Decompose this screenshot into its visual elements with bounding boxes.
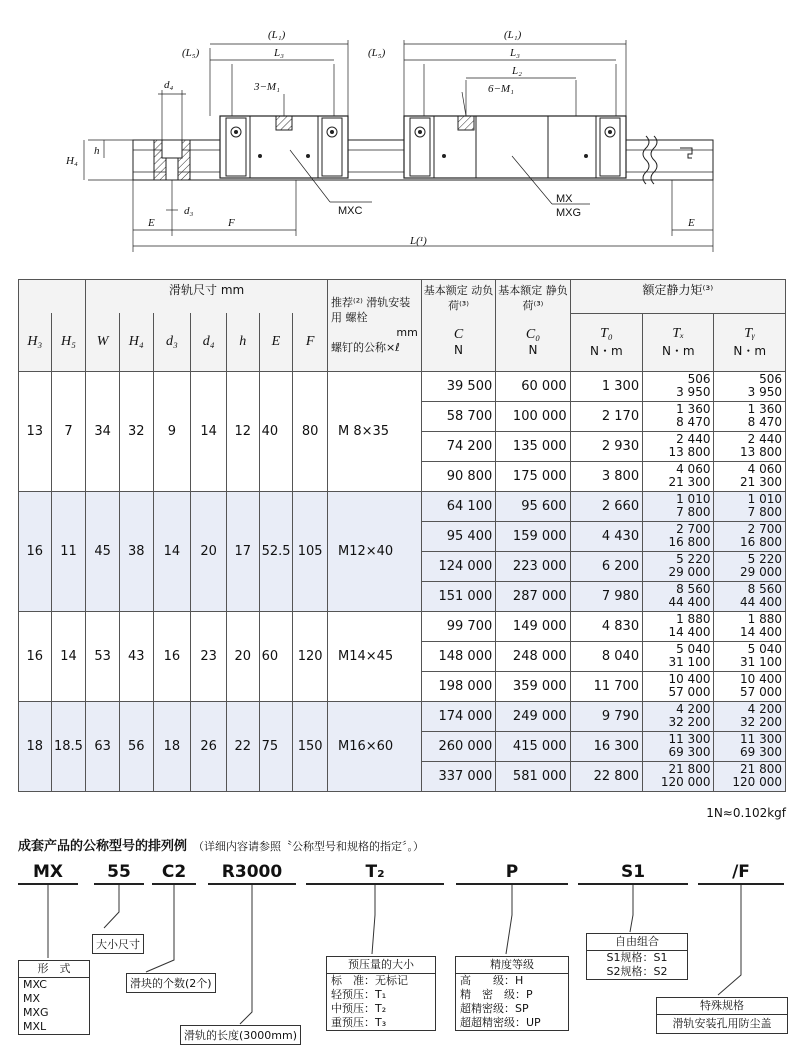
preload-item: 标 准：无标记 bbox=[331, 974, 408, 987]
moment-value: 14 400 bbox=[740, 625, 782, 639]
cell-c: 64 100 bbox=[421, 491, 495, 521]
form-item: MX bbox=[23, 992, 41, 1005]
accuracy-item: 超超精密级：UP bbox=[460, 1016, 541, 1029]
hdr-bolt-unit: mm bbox=[396, 326, 418, 340]
cell-c0: 248 000 bbox=[496, 641, 570, 671]
cell-d3: 14 bbox=[153, 491, 191, 611]
cell-bolt: M12×40 bbox=[328, 491, 422, 611]
moment-value: 32 200 bbox=[740, 715, 782, 729]
cell-ty bbox=[714, 581, 786, 611]
moment-value: 5 040 bbox=[747, 642, 782, 656]
cell-c0: 223 000 bbox=[496, 551, 570, 581]
cell-w: 45 bbox=[86, 491, 120, 611]
spec-row bbox=[19, 371, 786, 401]
moment-value: 14 400 bbox=[668, 625, 711, 639]
preload-item: 重预压：T₃ bbox=[331, 1016, 387, 1029]
moment-value: 32 200 bbox=[668, 715, 711, 729]
cell-t0: 9 790 bbox=[570, 701, 642, 731]
moment-value: 57 000 bbox=[668, 685, 711, 699]
cell-t0: 7 980 bbox=[570, 581, 642, 611]
cell-c: 337 000 bbox=[421, 761, 495, 791]
hdr-bolt-title: 推荐⁽²⁾ 滑轨安装用 螺栓 bbox=[331, 296, 411, 325]
hdr-d3: d₃ bbox=[153, 313, 191, 371]
cell-h: 20 bbox=[226, 611, 259, 701]
moment-value: 1 880 bbox=[747, 612, 782, 626]
form-item: MXC bbox=[23, 978, 47, 991]
cell-f: 150 bbox=[293, 701, 328, 791]
hdr-C: C N bbox=[421, 313, 495, 371]
cell-d4: 23 bbox=[191, 611, 227, 701]
moment-value: 31 100 bbox=[668, 655, 711, 669]
moment-value: 57 000 bbox=[740, 685, 782, 699]
label-block-count: 滑块的个数(2个) bbox=[126, 973, 216, 993]
cell-ty bbox=[714, 431, 786, 461]
cell-c0: 415 000 bbox=[496, 731, 570, 761]
code-mx: MX bbox=[18, 862, 78, 885]
cell-c: 95 400 bbox=[421, 521, 495, 551]
hdr-dyn-load: 基本额定 动负荷⁽³⁾ bbox=[421, 280, 495, 314]
cell-h4: 43 bbox=[119, 611, 153, 701]
moment-value: 5 040 bbox=[676, 642, 711, 656]
moment-value: 21 300 bbox=[740, 475, 782, 489]
dim-E-left: E bbox=[148, 217, 155, 229]
cell-c: 39 500 bbox=[421, 371, 495, 401]
cell-tx bbox=[643, 521, 714, 551]
moment-value: 3 950 bbox=[747, 385, 782, 399]
moment-value: 8 470 bbox=[747, 415, 782, 429]
moment-value: 1 010 bbox=[747, 492, 782, 506]
cell-ty bbox=[714, 491, 786, 521]
cell-ty bbox=[714, 551, 786, 581]
hdr-T0: T₀ N・m bbox=[570, 313, 642, 371]
dim-L1-left: (L₁) bbox=[268, 29, 286, 41]
moment-value: 1 360 bbox=[747, 402, 782, 416]
cell-h5: 7 bbox=[51, 371, 86, 491]
unit-note: 1N≈0.102kgf bbox=[706, 806, 786, 820]
moment-value: 29 000 bbox=[740, 565, 782, 579]
spec-row bbox=[19, 491, 786, 521]
moment-value: 2 700 bbox=[676, 522, 711, 536]
cell-e: 40 bbox=[259, 371, 293, 491]
cell-h: 17 bbox=[226, 491, 259, 611]
cell-ty bbox=[714, 401, 786, 431]
moment-value: 10 400 bbox=[740, 672, 782, 686]
form-item: MXL bbox=[23, 1020, 47, 1033]
moment-value: 7 800 bbox=[747, 505, 782, 519]
cell-h3: 16 bbox=[19, 491, 52, 611]
hdr-E: E bbox=[259, 313, 293, 371]
cell-c0: 149 000 bbox=[496, 611, 570, 641]
cell-tx bbox=[643, 761, 714, 791]
cell-tx bbox=[643, 701, 714, 731]
box-combo bbox=[586, 933, 688, 980]
dim-L5-right: (L₅) bbox=[368, 47, 386, 59]
accuracy-item: 高 级：H bbox=[460, 974, 524, 987]
moment-value: 1 010 bbox=[676, 492, 711, 506]
moment-value: 506 bbox=[687, 372, 711, 386]
cell-c0: 249 000 bbox=[496, 701, 570, 731]
cell-h3: 18 bbox=[19, 701, 52, 791]
cell-tx bbox=[643, 371, 714, 401]
cell-e: 75 bbox=[259, 701, 293, 791]
dim-L3-left: L₃ bbox=[274, 47, 284, 59]
cell-tx bbox=[643, 611, 714, 641]
cell-tx bbox=[643, 401, 714, 431]
moment-value: 16 800 bbox=[740, 535, 782, 549]
cell-t0: 22 800 bbox=[570, 761, 642, 791]
dim-L3-right: L₃ bbox=[510, 47, 520, 59]
cell-t0: 1 300 bbox=[570, 371, 642, 401]
ordering-subtitle: （详细内容请参照〝公称型号和规格的指定〞。） bbox=[193, 840, 425, 853]
moment-value: 8 560 bbox=[676, 582, 711, 596]
dim-L: L(¹) bbox=[410, 235, 427, 247]
dim-d3: d₃ bbox=[184, 205, 194, 217]
moment-value: 29 000 bbox=[668, 565, 711, 579]
cell-f: 105 bbox=[293, 491, 328, 611]
moment-value: 21 800 bbox=[740, 762, 782, 776]
cell-tx bbox=[643, 431, 714, 461]
hdr-H4: H₄ bbox=[119, 313, 153, 371]
dim-L2: L₂ bbox=[512, 65, 522, 77]
combo-item: S2规格：S2 bbox=[606, 965, 668, 978]
moment-value: 5 220 bbox=[747, 552, 782, 566]
dim-F: F bbox=[228, 217, 235, 229]
cell-w: 34 bbox=[86, 371, 120, 491]
cell-bolt: M14×45 bbox=[328, 611, 422, 701]
label-rail-length: 滑轨的长度(3000mm) bbox=[180, 1025, 301, 1045]
label-mx: MX bbox=[556, 193, 573, 205]
moment-value: 2 440 bbox=[747, 432, 782, 446]
moment-value: 4 060 bbox=[676, 462, 711, 476]
cell-h: 12 bbox=[226, 371, 259, 491]
block-mxc bbox=[220, 116, 348, 178]
dim-E-right: E bbox=[688, 217, 695, 229]
moment-value: 13 800 bbox=[740, 445, 782, 459]
cell-c: 124 000 bbox=[421, 551, 495, 581]
cell-d3: 18 bbox=[153, 701, 191, 791]
cell-h: 22 bbox=[226, 701, 259, 791]
cell-t0: 4 830 bbox=[570, 611, 642, 641]
moment-value: 1 360 bbox=[676, 402, 711, 416]
cell-ty bbox=[714, 731, 786, 761]
hdr-TX: Tₓ N・m bbox=[643, 313, 714, 371]
cell-c: 99 700 bbox=[421, 611, 495, 641]
code-c2: C2 bbox=[152, 862, 196, 885]
code-t2: T₂ bbox=[306, 862, 444, 885]
box-accuracy bbox=[455, 956, 569, 1031]
cell-bolt: M 8×35 bbox=[328, 371, 422, 491]
cell-d3: 9 bbox=[153, 371, 191, 491]
technical-drawing bbox=[0, 0, 800, 270]
box-preload bbox=[326, 956, 436, 1031]
cell-e: 52.5 bbox=[259, 491, 293, 611]
cell-f: 120 bbox=[293, 611, 328, 701]
cell-ty bbox=[714, 761, 786, 791]
hdr-C0: C₀ N bbox=[496, 313, 570, 371]
moment-value: 44 400 bbox=[740, 595, 782, 609]
cell-t0: 2 660 bbox=[570, 491, 642, 521]
moment-value: 1 880 bbox=[676, 612, 711, 626]
moment-value: 8 560 bbox=[747, 582, 782, 596]
dim-H4: H₄ bbox=[66, 155, 78, 167]
moment-value: 10 400 bbox=[668, 672, 711, 686]
moment-value: 16 800 bbox=[668, 535, 711, 549]
cell-h4: 56 bbox=[119, 701, 153, 791]
moment-value: 21 300 bbox=[668, 475, 711, 489]
spec-body bbox=[19, 371, 786, 791]
cell-c: 260 000 bbox=[421, 731, 495, 761]
cell-c: 198 000 bbox=[421, 671, 495, 701]
spec-row bbox=[19, 611, 786, 641]
cell-c: 148 000 bbox=[421, 641, 495, 671]
cell-d3: 16 bbox=[153, 611, 191, 701]
moment-value: 4 200 bbox=[747, 702, 782, 716]
spec-row bbox=[19, 701, 786, 731]
cell-ty bbox=[714, 671, 786, 701]
moment-value: 69 300 bbox=[740, 745, 782, 759]
callout-3-m1: 3−M₁ bbox=[254, 81, 280, 93]
cell-h5: 18.5 bbox=[51, 701, 86, 791]
label-size: 大小尺寸 bbox=[92, 934, 144, 954]
moment-value: 2 700 bbox=[747, 522, 782, 536]
cell-t0: 3 800 bbox=[570, 461, 642, 491]
code-s1: S1 bbox=[578, 862, 688, 885]
hdr-static-load: 基本额定 静负荷⁽³⁾ bbox=[496, 280, 570, 314]
cell-d4: 26 bbox=[191, 701, 227, 791]
cell-c0: 159 000 bbox=[496, 521, 570, 551]
cell-d4: 14 bbox=[191, 371, 227, 491]
box-special bbox=[656, 997, 788, 1034]
hdr-bolt-sub: 螺钉的公称×ℓ bbox=[331, 341, 400, 355]
cell-ty bbox=[714, 611, 786, 641]
accuracy-item: 精 密 级：P bbox=[460, 988, 533, 1001]
form-title: 形 式 bbox=[19, 961, 89, 978]
cell-ty bbox=[714, 641, 786, 671]
moment-value: 31 100 bbox=[740, 655, 782, 669]
cell-tx bbox=[643, 581, 714, 611]
cell-c: 58 700 bbox=[421, 401, 495, 431]
cell-ty bbox=[714, 701, 786, 731]
cell-d4: 20 bbox=[191, 491, 227, 611]
hdr-F: F bbox=[293, 313, 328, 371]
cell-bolt: M16×60 bbox=[328, 701, 422, 791]
moment-value: 8 470 bbox=[676, 415, 711, 429]
form-item: MXG bbox=[23, 1006, 49, 1019]
hdr-h: h bbox=[226, 313, 259, 371]
hdr-bolt bbox=[328, 280, 422, 372]
cell-w: 53 bbox=[86, 611, 120, 701]
preload-title: 预压量的大小 bbox=[327, 957, 435, 974]
cell-tx bbox=[643, 671, 714, 701]
cell-t0: 16 300 bbox=[570, 731, 642, 761]
cell-c: 151 000 bbox=[421, 581, 495, 611]
cell-ty bbox=[714, 461, 786, 491]
ordering-title bbox=[18, 835, 424, 854]
moment-value: 506 bbox=[759, 372, 782, 386]
cell-c0: 359 000 bbox=[496, 671, 570, 701]
moment-value: 120 000 bbox=[660, 775, 711, 789]
moment-value: 44 400 bbox=[668, 595, 711, 609]
accuracy-item: 超精密级：SP bbox=[460, 1002, 529, 1015]
cell-h5: 11 bbox=[51, 491, 86, 611]
code-55: 55 bbox=[94, 862, 144, 885]
hdr-rail-dims: 滑轨尺寸 mm bbox=[86, 280, 328, 314]
cell-c0: 287 000 bbox=[496, 581, 570, 611]
moment-value: 21 800 bbox=[668, 762, 711, 776]
moment-value: 4 060 bbox=[747, 462, 782, 476]
moment-value: 11 300 bbox=[668, 732, 711, 746]
preload-item: 轻预压：T₁ bbox=[331, 988, 387, 1001]
cell-h4: 32 bbox=[119, 371, 153, 491]
cell-t0: 4 430 bbox=[570, 521, 642, 551]
combo-title: 自由组合 bbox=[587, 934, 687, 951]
moment-value: 69 300 bbox=[668, 745, 711, 759]
cell-h4: 38 bbox=[119, 491, 153, 611]
hdr-moment: 额定静力矩⁽³⁾ bbox=[570, 280, 785, 314]
cell-tx bbox=[643, 731, 714, 761]
hdr-H5: H₅ bbox=[51, 313, 86, 371]
special-item: 滑轨安装孔用防尘盖 bbox=[672, 1017, 772, 1030]
cell-e: 60 bbox=[259, 611, 293, 701]
code-special: /F bbox=[698, 862, 784, 885]
cell-t0: 2 170 bbox=[570, 401, 642, 431]
moment-value: 13 800 bbox=[668, 445, 711, 459]
ordering-title-text: 成套产品的公称型号的排列例 bbox=[18, 839, 188, 854]
cell-h3: 16 bbox=[19, 611, 52, 701]
spec-table bbox=[18, 279, 786, 792]
cell-c: 74 200 bbox=[421, 431, 495, 461]
cell-w: 63 bbox=[86, 701, 120, 791]
preload-item: 中预压：T₂ bbox=[331, 1002, 387, 1015]
callout-6-m1: 6−M₁ bbox=[488, 83, 514, 95]
cell-c: 174 000 bbox=[421, 701, 495, 731]
moment-value: 120 000 bbox=[732, 775, 782, 789]
cell-f: 80 bbox=[293, 371, 328, 491]
hdr-TY: Tᵧ N・m bbox=[714, 313, 786, 371]
cell-c0: 175 000 bbox=[496, 461, 570, 491]
cell-ty bbox=[714, 371, 786, 401]
moment-value: 7 800 bbox=[676, 505, 711, 519]
dim-L1-right: (L₁) bbox=[504, 29, 522, 41]
cell-c0: 135 000 bbox=[496, 431, 570, 461]
cell-tx bbox=[643, 491, 714, 521]
cell-c0: 60 000 bbox=[496, 371, 570, 401]
moment-value: 4 200 bbox=[676, 702, 711, 716]
moment-value: 11 300 bbox=[740, 732, 782, 746]
accuracy-title: 精度等级 bbox=[456, 957, 568, 974]
cell-c: 90 800 bbox=[421, 461, 495, 491]
cell-tx bbox=[643, 641, 714, 671]
dim-h: h bbox=[94, 145, 100, 157]
cell-h5: 14 bbox=[51, 611, 86, 701]
cell-t0: 2 930 bbox=[570, 431, 642, 461]
label-mxg: MXG bbox=[556, 207, 582, 219]
code-r3000: R3000 bbox=[208, 862, 296, 885]
cell-c0: 100 000 bbox=[496, 401, 570, 431]
cell-c0: 581 000 bbox=[496, 761, 570, 791]
cell-c0: 95 600 bbox=[496, 491, 570, 521]
block-mx bbox=[404, 116, 626, 178]
moment-value: 3 950 bbox=[676, 385, 711, 399]
combo-item: S1规格：S1 bbox=[606, 951, 668, 964]
special-title: 特殊规格 bbox=[657, 998, 787, 1015]
dim-L5-left: (L₅) bbox=[182, 47, 200, 59]
label-mxc: MXC bbox=[338, 205, 363, 217]
cell-ty bbox=[714, 521, 786, 551]
hdr-H3: H₃ bbox=[19, 313, 52, 371]
cell-h3: 13 bbox=[19, 371, 52, 491]
box-form bbox=[18, 960, 90, 1035]
moment-value: 5 220 bbox=[676, 552, 711, 566]
cell-t0: 11 700 bbox=[570, 671, 642, 701]
hdr-d4: d₄ bbox=[191, 313, 227, 371]
cell-t0: 8 040 bbox=[570, 641, 642, 671]
moment-value: 2 440 bbox=[676, 432, 711, 446]
cell-t0: 6 200 bbox=[570, 551, 642, 581]
cell-tx bbox=[643, 461, 714, 491]
hdr-W: W bbox=[86, 313, 120, 371]
code-p: P bbox=[456, 862, 568, 885]
dim-d4: d₄ bbox=[164, 79, 174, 91]
cell-tx bbox=[643, 551, 714, 581]
